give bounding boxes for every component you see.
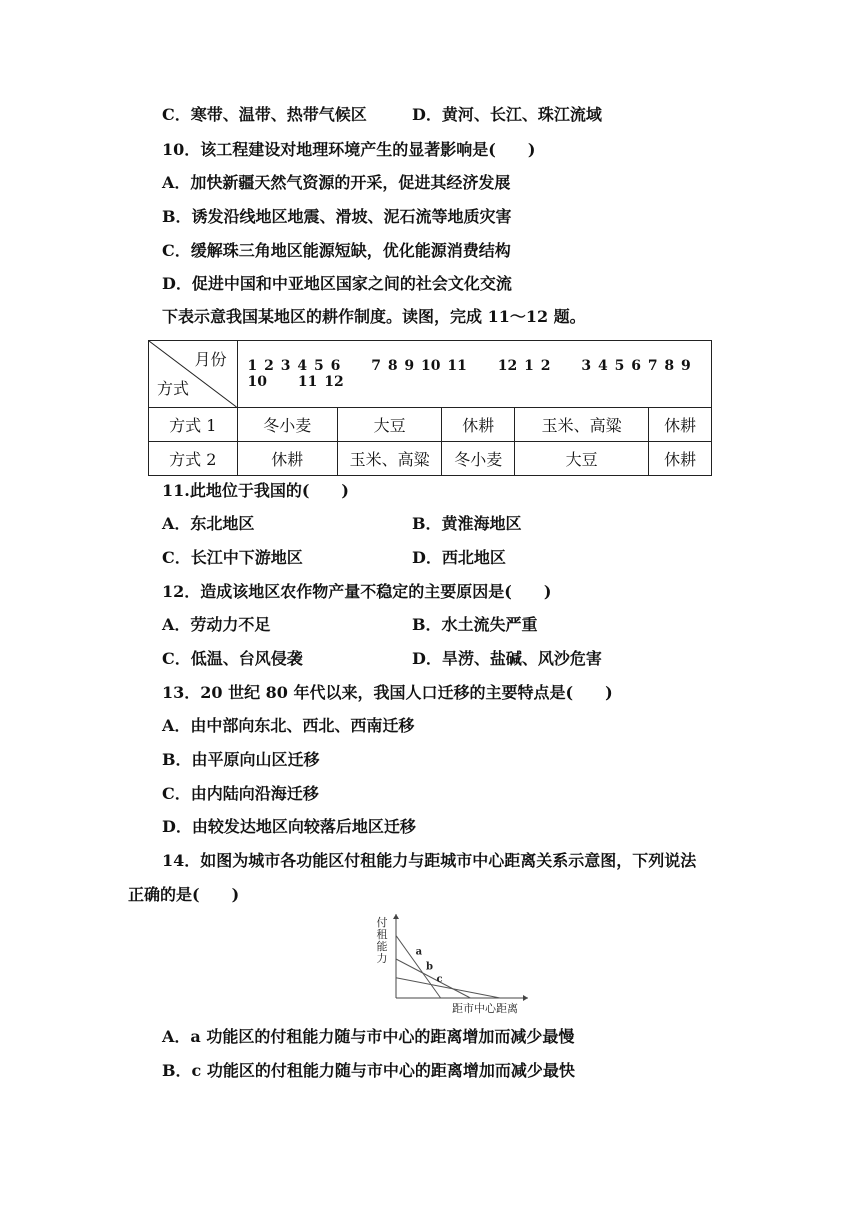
y-axis-label: 能 bbox=[376, 940, 388, 953]
series-line-c bbox=[396, 978, 500, 998]
table-cell: 玉米、高粱 bbox=[337, 442, 441, 476]
series-label-b: b bbox=[426, 961, 434, 973]
q11-option-b: B．黄淮海地区 bbox=[412, 514, 522, 533]
q12-option-d: D．旱涝、盐碱、风沙危害 bbox=[412, 649, 602, 668]
q11-stem: 11.此地位于我国的( ) bbox=[162, 481, 349, 500]
month-group: 11 12 bbox=[297, 374, 344, 390]
q10-option-d: D．促进中国和中亚地区国家之间的社会文化交流 bbox=[162, 274, 512, 293]
q10-option-a: A．加快新疆天然气资源的开采，促进其经济发展 bbox=[162, 173, 511, 192]
table-row bbox=[149, 442, 712, 476]
q14-stem-line2: 正确的是( ) bbox=[128, 885, 240, 904]
row-label: 方式 1 bbox=[149, 408, 238, 442]
q13-option-c: C．由内陆向沿海迁移 bbox=[162, 784, 319, 803]
table-cell: 大豆 bbox=[337, 408, 441, 442]
farming-table bbox=[148, 340, 712, 476]
q14-option-a: A．a 功能区的付租能力随与市中心的距离增加而减少最慢 bbox=[162, 1027, 575, 1046]
q10-stem: 10．该工程建设对地理环境产生的显著影响是( ) bbox=[162, 140, 536, 159]
series-label-c: c bbox=[436, 973, 443, 985]
q13-stem: 13．20 世纪 80 年代以来，我国人口迁移的主要特点是( ) bbox=[162, 683, 613, 702]
q12-stem: 12．造成该地区农作物产量不稳定的主要原因是( ) bbox=[162, 582, 552, 601]
row-label: 方式 2 bbox=[149, 442, 238, 476]
month-group: 3 4 5 6 7 8 9 10 bbox=[247, 358, 691, 390]
q12-option-b: B．水土流失严重 bbox=[412, 615, 538, 634]
q11-option-a: A．东北地区 bbox=[162, 514, 255, 533]
table-cell: 休耕 bbox=[649, 408, 712, 442]
q10-option-b: B．诱发沿线地区地震、滑坡、泥石流等地质灾害 bbox=[162, 207, 512, 226]
table-row bbox=[149, 408, 712, 442]
q10-option-c: C．缓解珠三角地区能源短缺，优化能源消费结构 bbox=[162, 241, 511, 260]
table-intro: 下表示意我国某地区的耕作制度。读图，完成 11～12 题。 bbox=[162, 307, 586, 326]
q11-option-c: C．长江中下游地区 bbox=[162, 548, 303, 567]
series-line-a bbox=[396, 936, 441, 998]
month-group: 12 1 2 bbox=[497, 358, 551, 374]
y-axis-label: 付 bbox=[376, 916, 388, 929]
q13-option-a: A．由中部向东北、西北、西南迁移 bbox=[162, 716, 415, 735]
table-cell: 休耕 bbox=[649, 442, 712, 476]
series-label-a: a bbox=[415, 946, 423, 958]
y-axis-arrow bbox=[393, 914, 399, 919]
q12-option-c: C．低温、台风侵袭 bbox=[162, 649, 303, 668]
q14-option-b: B．c 功能区的付租能力随与市中心的距离增加而减少最快 bbox=[162, 1061, 575, 1080]
q13-option-d: D．由较发达地区向较落后地区迁移 bbox=[162, 817, 416, 836]
x-axis-label: 距市中心距离 bbox=[452, 1002, 518, 1015]
table-cell: 玉米、高粱 bbox=[515, 408, 649, 442]
q13-option-b: B．由平原向山区迁移 bbox=[162, 750, 320, 769]
table-corner-header bbox=[149, 341, 238, 408]
header-month: 月份 bbox=[194, 350, 227, 369]
table-cell: 冬小麦 bbox=[237, 408, 337, 442]
q9-option-d: D．黄河、长江、珠江流域 bbox=[412, 105, 602, 124]
q12-option-a: A．劳动力不足 bbox=[162, 615, 271, 634]
series-line-b bbox=[396, 959, 470, 998]
month-row bbox=[237, 341, 712, 408]
table-cell: 休耕 bbox=[442, 408, 515, 442]
month-group: 1 2 3 4 5 6 bbox=[247, 358, 341, 374]
header-mode: 方式 bbox=[157, 379, 190, 398]
table-cell: 休耕 bbox=[237, 442, 337, 476]
q14-stem-line1: 14．如图为城市各功能区付租能力与距城市中心距离关系示意图，下列说法 bbox=[162, 851, 697, 870]
q9-option-c: C．寒带、温带、热带气候区 bbox=[162, 105, 367, 124]
y-axis-label: 租 bbox=[376, 928, 388, 941]
y-axis-label: 力 bbox=[376, 952, 388, 965]
month-group: 7 8 9 10 11 bbox=[371, 358, 467, 374]
rent-distance-chart bbox=[360, 912, 540, 1016]
q11-option-d: D．西北地区 bbox=[412, 548, 506, 567]
table-cell: 大豆 bbox=[515, 442, 649, 476]
table-cell: 冬小麦 bbox=[442, 442, 515, 476]
x-axis-arrow bbox=[523, 995, 528, 1001]
